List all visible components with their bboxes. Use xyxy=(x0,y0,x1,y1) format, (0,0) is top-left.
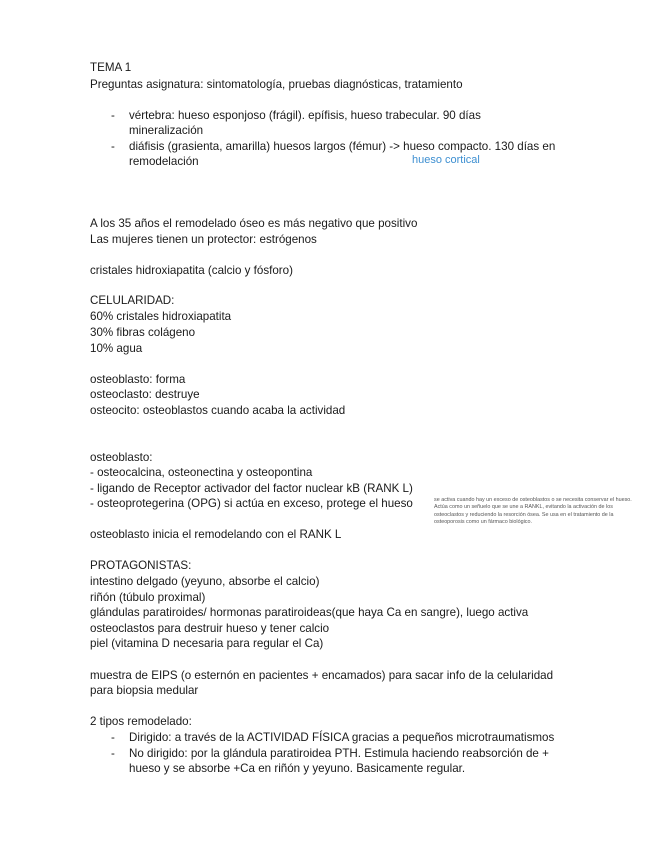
list-item: riñón (túbulo proximal) xyxy=(90,591,206,604)
list-item-cont: hueso y se absorbe +Ca en riñón y yeyuno. Basicamente regular. xyxy=(129,762,466,775)
cortical-annotation: hueso cortical xyxy=(412,154,480,166)
list-item-cont: remodelación xyxy=(129,155,199,168)
text-line: cristales hidroxiapatita (calcio y fósforo) xyxy=(90,264,293,277)
list-item: intestino delgado (yeyuno, absorbe el calcio) xyxy=(90,575,320,588)
list-item-cont: mineralización xyxy=(129,124,204,137)
text-line: muestra de EIPS (o esternón en pacientes + encamados) para sacar info de la celularidad xyxy=(90,669,554,682)
section-heading: PROTAGONISTAS: xyxy=(90,559,192,572)
section-heading: CELULARIDAD: xyxy=(90,294,175,307)
list-item: - ligando de Receptor activador del factor nuclear kB (RANK L) xyxy=(90,482,413,495)
list-item: Dirigido: a través de la ACTIVIDAD FÍSICA gracias a pequeños microtraumatismos xyxy=(129,731,555,744)
section-heading: 2 tipos remodelado: xyxy=(90,715,192,728)
text-line: osteoclasto: destruye xyxy=(90,388,200,401)
list-item: piel (vitamina D necesaria para regular el Ca) xyxy=(90,637,324,650)
bullet-dash: - xyxy=(111,747,115,760)
list-item: glándulas paratiroides/ hormonas paratiroideas(que haya Ca en sangre), luego activa xyxy=(90,606,529,619)
section-heading: osteoblasto: xyxy=(90,451,153,464)
page-title: TEMA 1 xyxy=(90,61,132,74)
text-line: osteoblasto inicia el remodelando con el RANK L xyxy=(90,528,342,541)
list-item: osteoclastos para destruir hueso y tener calcio xyxy=(90,622,330,635)
list-item: - osteocalcina, osteonectina y osteopontina xyxy=(90,466,313,479)
list-item: No dirigido: por la glándula paratiroidea PTH. Estimula haciendo reabsorción de + xyxy=(129,747,549,760)
bullet-dash: - xyxy=(111,109,115,122)
text-line: Las mujeres tienen un protector: estrógenos xyxy=(90,233,317,246)
list-item: - osteoprotegerina (OPG) si actúa en exceso, protege el hueso xyxy=(90,497,413,510)
list-item: vértebra: hueso esponjoso (frágil). epífisis, hueso trabecular. 90 días xyxy=(129,109,481,122)
bullet-dash: - xyxy=(111,140,115,153)
side-note: se activa cuando hay un exceso de osteoblastos o se necesita conservar el hueso. Actúa como un señuelo que se une a RANKL, evitando la activación de los osteoclastos y reduciendo la resorción ósea. Se usa en el tratamiento de la osteoporosis como un fármaco biológico. xyxy=(434,497,632,526)
list-item: 30% fibras colágeno xyxy=(90,326,196,339)
text-line: osteocito: osteoblastos cuando acaba la actividad xyxy=(90,404,346,417)
bullet-dash: - xyxy=(111,731,115,744)
text-line: osteoblasto: forma xyxy=(90,373,186,386)
list-item: 60% cristales hidroxiapatita xyxy=(90,310,232,323)
page-subtitle: Preguntas asignatura: sintomatología, pruebas diagnósticas, tratamiento xyxy=(90,78,463,91)
list-item: 10% agua xyxy=(90,342,143,355)
text-line: para biopsia medular xyxy=(90,684,199,697)
text-line: A los 35 años el remodelado óseo es más negativo que positivo xyxy=(90,217,418,230)
list-item: diáfisis (grasienta, amarilla) huesos largos (fémur) -> hueso compacto. 130 días en xyxy=(129,140,556,153)
